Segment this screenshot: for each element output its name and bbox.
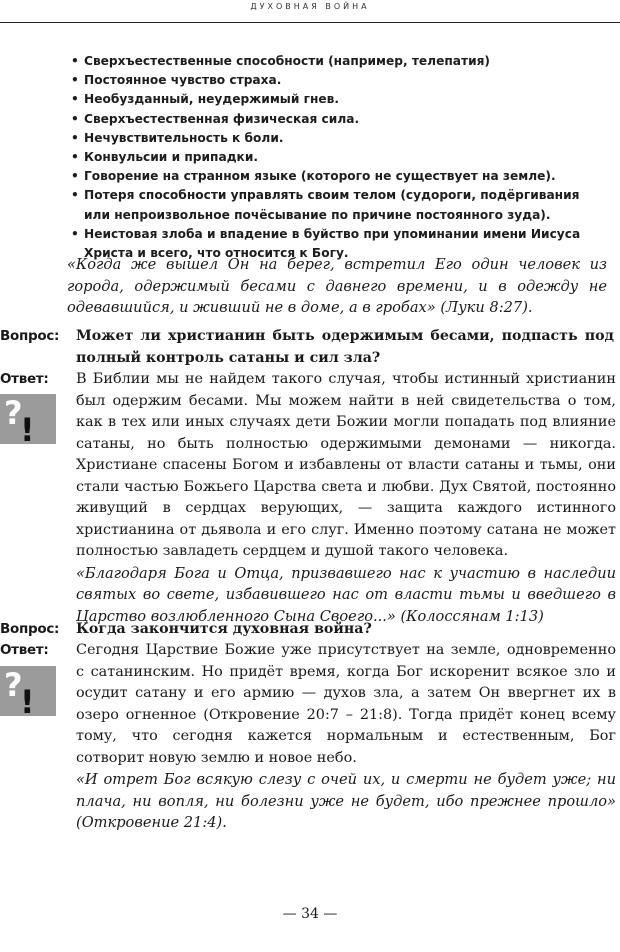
- question-text: Может ли христианин быть одержимым бесами, подпасть под полный контроль сатаны и сил зла?: [76, 328, 614, 366]
- list-item: • Необузданный, неудержимый гнев.: [70, 90, 605, 109]
- list-item: • Нечувствительность к боли.: [70, 129, 605, 148]
- scripture-quote-luke: «Когда же вышел Он на берег, встретил Его один человек из города, одержимый бесами с давнего времени, и в одежду не одевавшийся, и живший не в доме, а в гробах» (Луки 8:27).: [67, 256, 607, 316]
- list-item: • Конвульсии и припадки.: [70, 148, 605, 167]
- svg-text:!: !: [20, 683, 35, 716]
- list-item: • Сверхъестественные способности (например, телепатия): [70, 52, 605, 71]
- question-mark-icon: [0, 666, 56, 716]
- page-number: — 34 —: [282, 906, 338, 922]
- svg-text:?: ?: [4, 666, 23, 704]
- symptom-list: [70, 52, 605, 263]
- answer-block: [76, 369, 616, 627]
- list-item: • Постоянное чувство страха.: [70, 71, 605, 90]
- question-label: Вопрос:: [0, 328, 60, 344]
- list-item: • Говорение на странном языке (которого не существует на земле).: [70, 167, 605, 186]
- scripture-quote: «И отрет Бог всякую слезу с очей их, и смерти не будет уже; ни плача, ни вопля, ни болезни уже не будет, ибо прежнее прошло» (Откровение 21:4).: [76, 771, 616, 831]
- answer-text: В Библии мы не найдем такого случая, чтобы истинный христианин был одержим бесами. Мы можем найти в ней свидетельства о том, как в тех или иных случаях дети Божии могли попадать под влияние сатаны, но быть полностью одержимыми демонами — никогда. Христиане спасены Богом и избавлены от власти сатаны и тьмы, они стали частью Божьего Царства света и любви. Дух Святой, постоянно живущий в сердцах верующих, — защита каждого истинного христианина от дьявола и его слуг. Именно поэтому сатана не может полностью завладеть сердцем и душой такого человека.: [76, 371, 616, 559]
- list-item: • Потеря способности управлять своим телом (судороги, подёргивания или непроизвольное почёсывание по причине постоянного зуда).: [70, 186, 605, 224]
- question-label: Вопрос:: [0, 621, 60, 637]
- answer-text: Сегодня Царствие Божие уже присутствует на земле, одновременно с сатанинским. Но придёт время, когда Бог искоренит всякое зло и осудит сатану и его армию — духов зла, а затем Он ввергнет их в озеро огненное (Откровение 20:7 – 21:8). Тогда придёт конец всему тому, что сегодня кажется нормальным и естественным, Бог сотворит новую землю и новое небо.: [76, 642, 616, 766]
- running-head: ДУХОВНАЯ ВОЙНА: [250, 2, 370, 11]
- header-divider: [0, 22, 620, 23]
- question-mark-icon: [0, 394, 56, 444]
- answer-label: Ответ:: [0, 371, 49, 387]
- question-text: Когда закончится духовная война?: [76, 621, 372, 637]
- list-item: • Неистовая злоба и впадение в буйство при упоминании имени Иисуса Христа и всего, что относится к Богу.: [70, 225, 605, 263]
- answer-block: [76, 640, 616, 834]
- list-item: • Сверхъестественная физическая сила.: [70, 110, 605, 129]
- scripture-quote: «Благодаря Бога и Отца, призвавшего нас к участию в наследии святых во свете, избавившего нас от власти тьмы и введшего в Царство возлюбленного Сына Своего...» (Колоссянам 1:13): [76, 564, 616, 625]
- svg-text:?: ?: [4, 394, 23, 432]
- answer-label: Ответ:: [0, 642, 49, 658]
- svg-text:!: !: [20, 411, 35, 444]
